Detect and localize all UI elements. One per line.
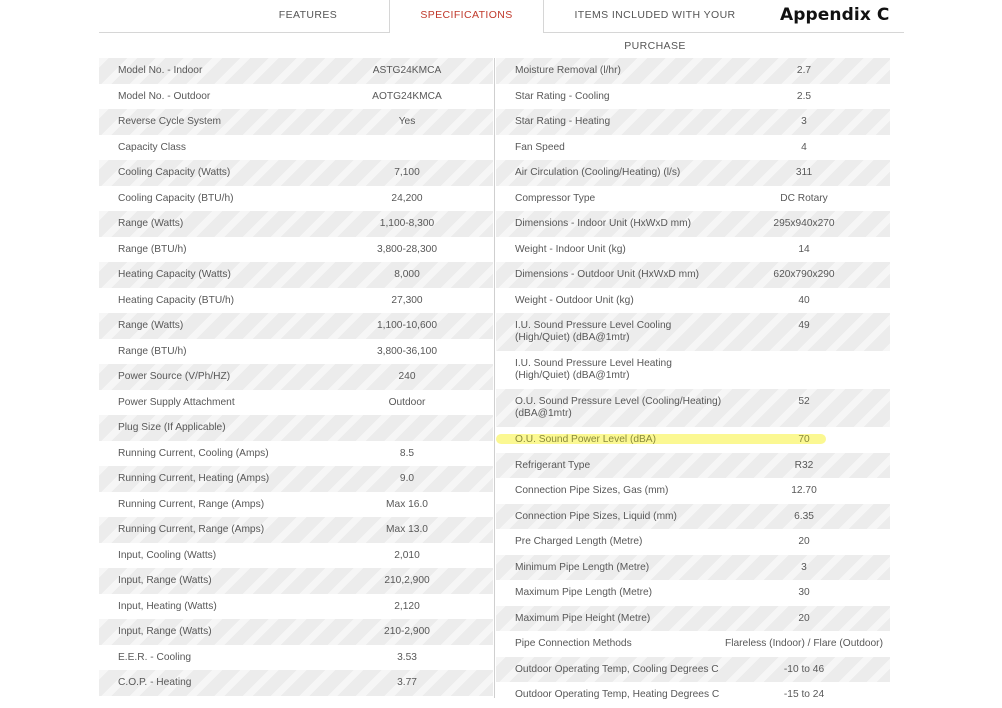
spec-value: ASTG24KMCA [372,65,442,76]
spec-row [99,364,493,390]
spec-label: Fan Speed [515,141,565,153]
spec-row [496,389,890,427]
spec-row [99,288,493,314]
spec-value: -10 to 46 [783,663,825,675]
spec-row [496,555,890,581]
spec-row [99,543,493,569]
spec-value: 49 [798,320,810,331]
spec-value: 52 [798,396,810,407]
spec-label: Input, Range (Watts) [118,575,212,586]
spec-label: Capacity Class [118,141,186,153]
spec-row [496,237,890,263]
spec-value: 3,800-36,100 [376,345,438,357]
spec-label: Power Supply Attachment [118,396,235,408]
spec-value: Max 13.0 [386,524,428,535]
spec-value: 27,300 [391,294,423,306]
spec-row [99,441,493,467]
spec-value: 24,200 [391,192,423,204]
spec-row [99,339,493,365]
spec-label: Heating Capacity (BTU/h) [118,294,235,306]
spec-label: Heating Capacity (Watts) [118,269,231,280]
spec-row [99,58,493,84]
spec-value: 40 [798,294,810,306]
spec-label: Range (BTU/h) [118,243,187,255]
spec-label: Maximum Pipe Length (Metre) [515,587,653,598]
spec-row [99,594,493,620]
spec-value: 620x790x290 [773,269,835,280]
spec-label: Weight - Indoor Unit (kg) [515,243,626,255]
spec-row [496,631,890,657]
spec-value: 3.53 [397,651,417,663]
spec-value: 2.5 [796,90,812,102]
spec-label: Pre Charged Length (Metre) [515,536,643,547]
spec-label: I.U. Sound Pressure Level Cooling (High/Quiet) (dBA@1mtr) [515,320,672,343]
spec-label: Input, Heating (Watts) [118,600,217,612]
spec-label: Weight - Outdoor Unit (kg) [515,294,634,306]
spec-label: Input, Range (Watts) [118,626,212,637]
spec-value: 311 [795,167,813,178]
spec-label: Compressor Type [515,192,596,204]
spec-value: 210-2,900 [384,626,430,637]
spec-row [99,466,493,492]
spec-value: 1,100-8,300 [379,218,435,229]
spec-row [99,313,493,339]
spec-row [496,262,890,288]
tab-features[interactable]: FEATURES [278,9,338,21]
spec-label: Outdoor Operating Temp, Cooling Degrees C [515,663,719,675]
spec-label: Running Current, Cooling (Amps) [118,447,269,459]
spec-label: Range (Watts) [118,218,184,229]
spec-value: Outdoor [388,396,426,408]
spec-value: Max 16.0 [386,498,428,510]
spec-row [496,135,890,161]
spec-value: 3,800-28,300 [376,243,438,255]
spec-label: Running Current, Range (Amps) [118,524,265,535]
spec-row [496,606,890,632]
spec-row [99,262,493,288]
spec-row [496,580,890,606]
spec-row [99,492,493,518]
spec-row [99,517,493,543]
spec-row [99,237,493,263]
spec-row [99,109,493,135]
spec-value: Yes [398,116,416,127]
spec-label: Power Source (V/Ph/HZ) [118,371,231,382]
spec-row [496,109,890,135]
spec-row [496,211,890,237]
spec-value: R32 [794,459,814,471]
spec-label: Star Rating - Cooling [515,90,610,102]
spec-value: 70 [798,434,810,445]
spec-value: 20 [798,536,810,547]
spec-label: Model No. - Indoor [118,65,203,76]
spec-row [496,504,890,530]
tab-specifications[interactable]: SPECIFICATIONS [389,0,544,33]
spec-row [99,84,493,110]
spec-value: 30 [798,587,810,598]
spec-label: Moisture Removal (l/hr) [515,65,621,76]
spec-row [99,645,493,671]
spec-label: E.E.R. - Cooling [118,651,192,663]
spec-row [496,84,890,110]
spec-row [99,186,493,212]
spec-label: Connection Pipe Sizes, Gas (mm) [515,485,669,496]
spec-label: Dimensions - Indoor Unit (HxWxD mm) [515,218,692,229]
spec-table-left [99,58,493,696]
spec-value: 8,000 [394,269,420,280]
spec-row [496,186,890,212]
spec-value: 3.77 [397,677,417,688]
spec-label: Plug Size (If Applicable) [118,422,226,433]
spec-row [496,657,890,683]
spec-label: Maximum Pipe Height (Metre) [515,612,651,624]
spec-value: 2,010 [394,549,420,561]
spec-value: 3 [801,116,807,127]
spec-label: Dimensions - Outdoor Unit (HxWxD mm) [515,269,699,280]
spec-row [496,288,890,314]
spec-row [99,390,493,416]
spec-value: 6.35 [794,510,814,522]
spec-row [496,351,890,389]
spec-label: I.U. Sound Pressure Level Heating (High/Quiet) (dBA@1mtr) [515,358,672,381]
spec-value: 210,2,900 [384,575,430,586]
tab-items-included[interactable]: ITEMS INCLUDED WITH YOUR PURCHASE [574,9,736,52]
spec-value: -15 to 24 [783,689,825,700]
spec-value: 295x940x270 [773,218,835,229]
spec-label: Running Current, Heating (Amps) [118,473,270,484]
spec-row [99,670,493,696]
spec-label: Refrigerant Type [515,459,591,471]
spec-row [496,478,890,504]
spec-value: Flareless (Indoor) / Flare (Outdoor) [725,638,883,649]
spec-value: DC Rotary [780,192,828,204]
spec-row [496,529,890,555]
spec-label: Minimum Pipe Length (Metre) [515,561,650,573]
spec-value: 4 [801,141,807,153]
spec-value: 2.7 [796,65,812,76]
spec-row [496,453,890,479]
spec-label: Reverse Cycle System [118,116,222,127]
spec-row [496,682,890,708]
spec-row [99,619,493,645]
spec-label: C.O.P. - Heating [118,677,192,688]
spec-label: Range (Watts) [118,320,184,331]
spec-label: Pipe Connection Methods [515,638,632,649]
spec-value: 2,120 [394,600,420,612]
spec-row [99,568,493,594]
spec-value: 20 [798,612,810,624]
spec-row [99,415,493,441]
spec-value: 9.0 [399,473,415,484]
spec-row [99,160,493,186]
spec-label: Connection Pipe Sizes, Liquid (mm) [515,510,677,522]
spec-label: Running Current, Range (Amps) [118,498,265,510]
spec-table-right [496,58,890,708]
spec-row [496,313,890,351]
spec-row [99,135,493,161]
spec-label: Model No. - Outdoor [118,90,211,102]
spec-label: Cooling Capacity (BTU/h) [118,192,234,204]
spec-value: AOTG24KMCA [372,90,442,102]
spec-label: O.U. Sound Power Level (dBA) [515,434,656,445]
spec-value: 3 [801,561,807,573]
spec-label: O.U. Sound Pressure Level (Cooling/Heating) (dBA@1mtr) [515,396,722,419]
spec-label: Star Rating - Heating [515,116,611,127]
spec-label: Cooling Capacity (Watts) [118,167,231,178]
spec-value: 14 [798,243,810,255]
spec-label: Range (BTU/h) [118,345,187,357]
spec-label: Outdoor Operating Temp, Heating Degrees C [515,689,720,700]
spec-row [496,427,890,453]
spec-row [496,58,890,84]
spec-row [99,211,493,237]
spec-label: Air Circulation (Cooling/Heating) (l/s) [515,167,681,178]
spec-row [496,160,890,186]
spec-value: 7,100 [394,167,420,178]
column-divider [494,58,495,698]
spec-value: 8.5 [399,447,415,459]
spec-value: 12.70 [791,485,817,496]
spec-value: 1,100-10,600 [376,320,438,331]
spec-value: 240 [398,371,416,382]
appendix-label: Appendix C [780,5,890,25]
spec-label: Input, Cooling (Watts) [118,549,217,561]
